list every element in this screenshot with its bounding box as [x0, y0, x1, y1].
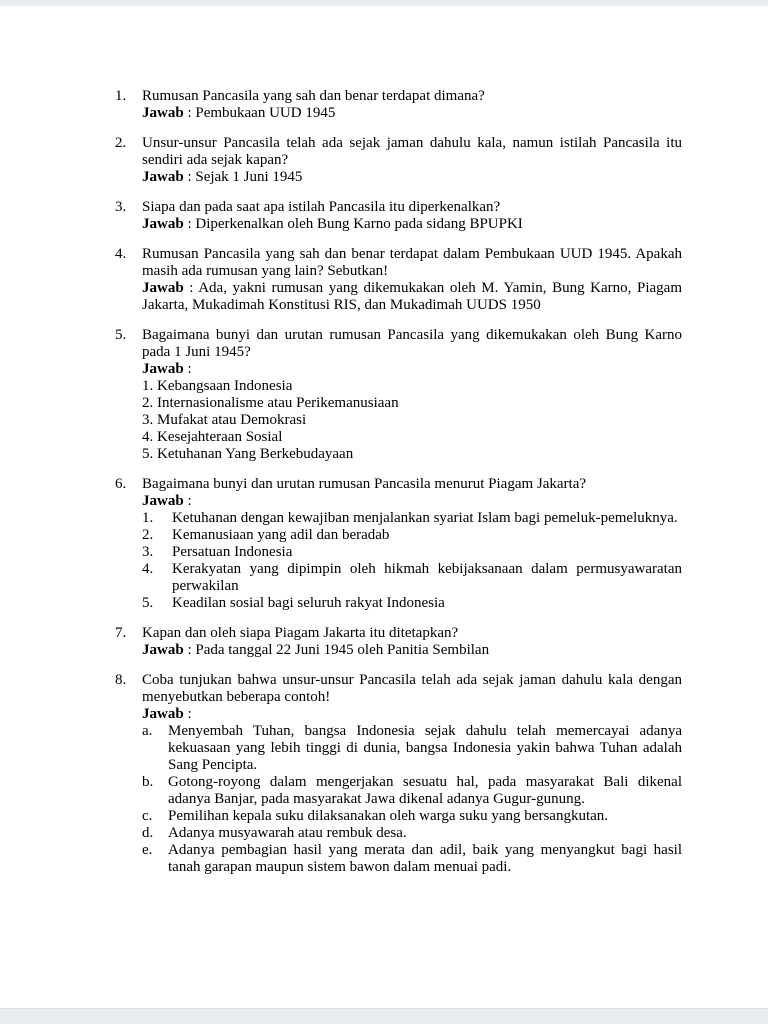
question-body: [142, 135, 682, 186]
answer-paragraph: [142, 280, 682, 314]
list-item-text: Pemilihan kepala suku dilaksanakan oleh warga suku yang bersangkutan.: [168, 808, 609, 824]
answer-list-item: 5. Ketuhanan Yang Berkebudayaan: [142, 446, 354, 462]
question-body: [142, 625, 682, 659]
question-number: 2.: [115, 135, 127, 151]
answer-text: : Diperkenalkan oleh Bung Karno pada sidang BPUPKI: [183, 216, 523, 232]
answer-list-item: [142, 527, 682, 544]
list-item-marker: a.: [142, 723, 153, 739]
list-item-text: Gotong-royong dalam mengerjakan sesuatu hal, pada masyarakat Bali dikenal adanya Banjar, pada masyarakat Jawa dikenal adanya Gugur-gunung.: [168, 774, 682, 807]
answer-list-item: [142, 808, 682, 825]
question-text: Coba tunjukan bahwa unsur-unsur Pancasila telah ada sejak jaman dahulu kala dengan menyebutkan beberapa contoh!: [142, 672, 682, 705]
answer-label: Jawab: [142, 642, 184, 658]
answer-text: : Ada, yakni rumusan yang dikemukakan oleh M. Yamin, Bung Karno, Piagam Jakarta, Mukadimah Konstitusi RIS, dan Mukadimah UUDS 1950: [142, 280, 682, 313]
list-item-marker: 5.: [142, 595, 154, 611]
qa-item: [115, 672, 682, 876]
answer-label-line: [142, 361, 682, 378]
answer-label: Jawab: [142, 105, 184, 121]
answer-list-item: 2. Internasionalisme atau Perikemanusiaan: [142, 395, 399, 411]
answer-label-line: [142, 493, 682, 510]
answer-label: Jawab: [142, 216, 184, 232]
answer-text: : Pada tanggal 22 Juni 1945 oleh Panitia Sembilan: [183, 642, 490, 658]
question-text: Bagaimana bunyi dan urutan rumusan Pancasila menurut Piagam Jakarta?: [142, 476, 587, 492]
answer-list-item: 1. Kebangsaan Indonesia: [142, 378, 293, 394]
list-item-text: Adanya musyawarah atau rembuk desa.: [168, 825, 407, 841]
answer-list-item: 3. Mufakat atau Demokrasi: [142, 412, 307, 428]
answer-paragraph: [142, 642, 682, 659]
answer-text: : Pembukaan UUD 1945: [183, 105, 336, 121]
list-item-text: Kemanusiaan yang adil dan beradab: [172, 527, 390, 543]
question-text: Bagaimana bunyi dan urutan rumusan Pancasila yang dikemukakan oleh Bung Karno pada 1 Juni 1945?: [142, 327, 682, 360]
list-item-text: Persatuan Indonesia: [172, 544, 293, 560]
answer-list-item: [142, 510, 682, 527]
answer-list-item: [142, 774, 682, 808]
answer-text: :: [183, 706, 192, 722]
question-body: [142, 199, 682, 233]
answer-label-line: [142, 706, 682, 723]
question-number: 4.: [115, 246, 127, 262]
list-item-marker: d.: [142, 825, 154, 841]
answer-list-item: [142, 544, 682, 561]
answer-label: Jawab: [142, 493, 184, 509]
answer-paragraph: [142, 105, 682, 122]
qa-item: [115, 476, 682, 612]
question-text: Unsur-unsur Pancasila telah ada sejak jaman dahulu kala, namun istilah Pancasila itu sendiri ada sejak kapan?: [142, 135, 682, 168]
qa-item: [115, 199, 682, 233]
answer-list-item: 4. Kesejahteraan Sosial: [142, 429, 283, 445]
answer-list-item: [142, 723, 682, 774]
answer-list-item: [142, 842, 682, 876]
list-item-marker: b.: [142, 774, 154, 790]
document-page: [0, 6, 768, 1009]
list-item-marker: 3.: [142, 544, 154, 560]
answer-paragraph: [142, 216, 682, 233]
qa-item: [115, 246, 682, 314]
qa-item: [115, 625, 682, 659]
answer-text: :: [183, 361, 192, 377]
list-item-marker: 1.: [142, 510, 154, 526]
question-number: 3.: [115, 199, 127, 215]
question-text: Rumusan Pancasila yang sah dan benar terdapat dimana?: [142, 88, 485, 104]
answer-label: Jawab: [142, 706, 184, 722]
qa-item: [115, 327, 682, 463]
answer-paragraph: [142, 169, 682, 186]
list-item-marker: 4.: [142, 561, 154, 577]
qa-item: [115, 88, 682, 122]
question-number: 7.: [115, 625, 127, 641]
list-item-text: Keadilan sosial bagi seluruh rakyat Indonesia: [172, 595, 445, 611]
list-item-marker: 2.: [142, 527, 154, 543]
list-item-text: Kerakyatan yang dipimpin oleh hikmah kebijaksanaan dalam permusyawaratan perwakilan: [172, 561, 682, 594]
list-item-text: Adanya pembagian hasil yang merata dan adil, baik yang menyangkut bagi hasil tanah garapan maupun sistem bawon dalam menuai padi.: [168, 842, 682, 875]
answer-label: Jawab: [142, 361, 184, 377]
list-item-marker: c.: [142, 808, 153, 824]
question-body: [142, 672, 682, 876]
qa-item: [115, 135, 682, 186]
question-body: [142, 476, 682, 612]
list-item-marker: e.: [142, 842, 153, 858]
list-item-text: Menyembah Tuhan, bangsa Indonesia sejak dahulu telah memercayai adanya kekuasaan yang lebih tinggi di dunia, bangsa Indonesia yakin bahwa Tuhan adalah Sang Pencipta.: [168, 723, 682, 773]
question-number: 8.: [115, 672, 127, 688]
document-body: [115, 88, 682, 1009]
question-number: 6.: [115, 476, 127, 492]
answer-list-item: [142, 825, 682, 842]
question-body: [142, 88, 682, 122]
question-body: [142, 327, 682, 463]
answer-label: Jawab: [142, 280, 184, 296]
question-text: Kapan dan oleh siapa Piagam Jakarta itu ditetapkan?: [142, 625, 459, 641]
question-body: [142, 246, 682, 314]
answer-list-item: [142, 561, 682, 595]
question-number: 1.: [115, 88, 127, 104]
answer-text: :: [183, 493, 192, 509]
answer-list-item: [142, 595, 682, 612]
question-text: Siapa dan pada saat apa istilah Pancasila itu diperkenalkan?: [142, 199, 501, 215]
answer-label: Jawab: [142, 169, 184, 185]
list-item-text: Ketuhanan dengan kewajiban menjalankan syariat Islam bagi pemeluk-pemeluknya.: [172, 510, 678, 526]
question-text: Rumusan Pancasila yang sah dan benar terdapat dalam Pembukaan UUD 1945. Apakah masih ada rumusan yang lain? Sebutkan!: [142, 246, 682, 279]
answer-text: : Sejak 1 Juni 1945: [183, 169, 303, 185]
viewer-bottom-strip: [0, 1008, 768, 1024]
question-number: 5.: [115, 327, 127, 343]
